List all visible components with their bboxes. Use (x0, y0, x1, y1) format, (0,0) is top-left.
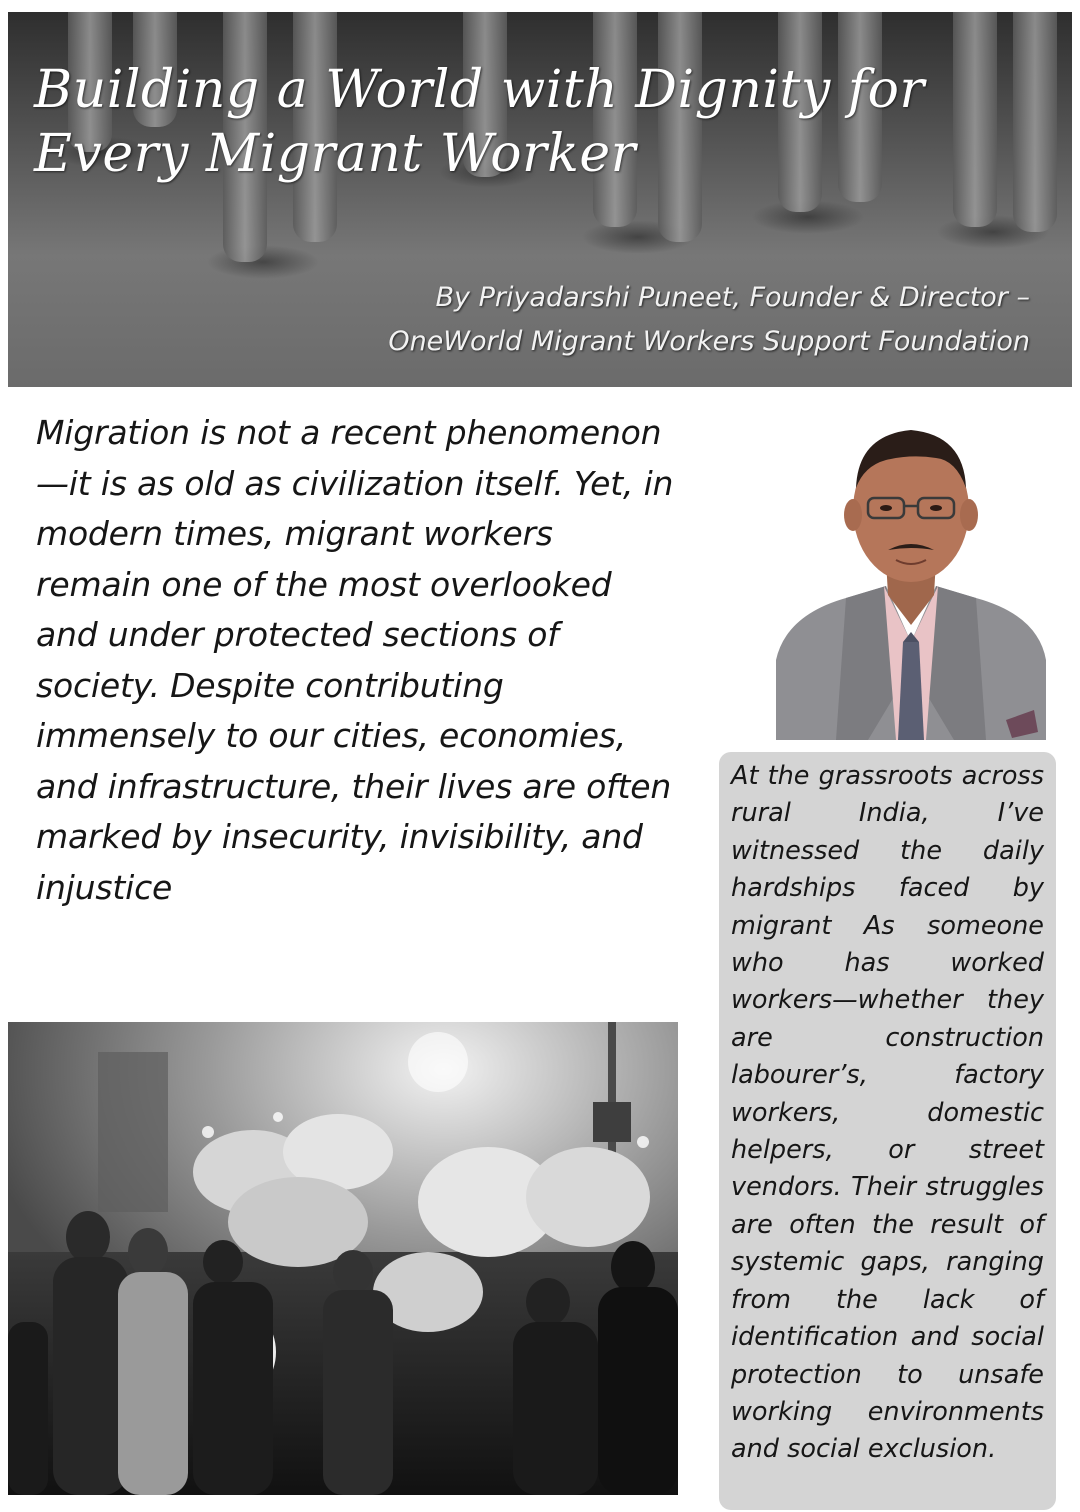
sidebar-quote-box (719, 752, 1056, 1510)
migrants-crowd-image (8, 1022, 678, 1495)
sidebar-paragraph: At the grassroots across rural India, I’ve witnessed the daily hardships faced by migrant As someone who has worked workers—whether they are construction labourer’s, factory workers, domestic helpers, or street vendors. Their struggles are often the result of systemic gaps, ranging from the lack of identification and social protection to unsafe working environments and social exclusion. (731, 761, 1044, 1465)
migrants-photo (8, 1022, 678, 1495)
author-photo (776, 410, 1046, 740)
article-title: Building a World with Dignity for Every Migrant Worker (34, 60, 925, 184)
hero-banner (8, 12, 1072, 387)
author-portrait (776, 410, 1046, 740)
byline-author: By Priyadarshi Puneet, Founder & Director – (435, 282, 1030, 313)
byline-organization: OneWorld Migrant Workers Support Foundation (388, 326, 1030, 357)
lead-paragraph: Migration is not a recent phenomenon—it is as old as civilization itself. Yet, in modern times, migrant workers remain one of the most overlooked and under protected sections of society. Despite contributing immensely to our cities, economies, and infrastructure, their lives are often marked by insecurity, invisibility, and injustice (36, 413, 674, 907)
byline (388, 276, 1030, 364)
